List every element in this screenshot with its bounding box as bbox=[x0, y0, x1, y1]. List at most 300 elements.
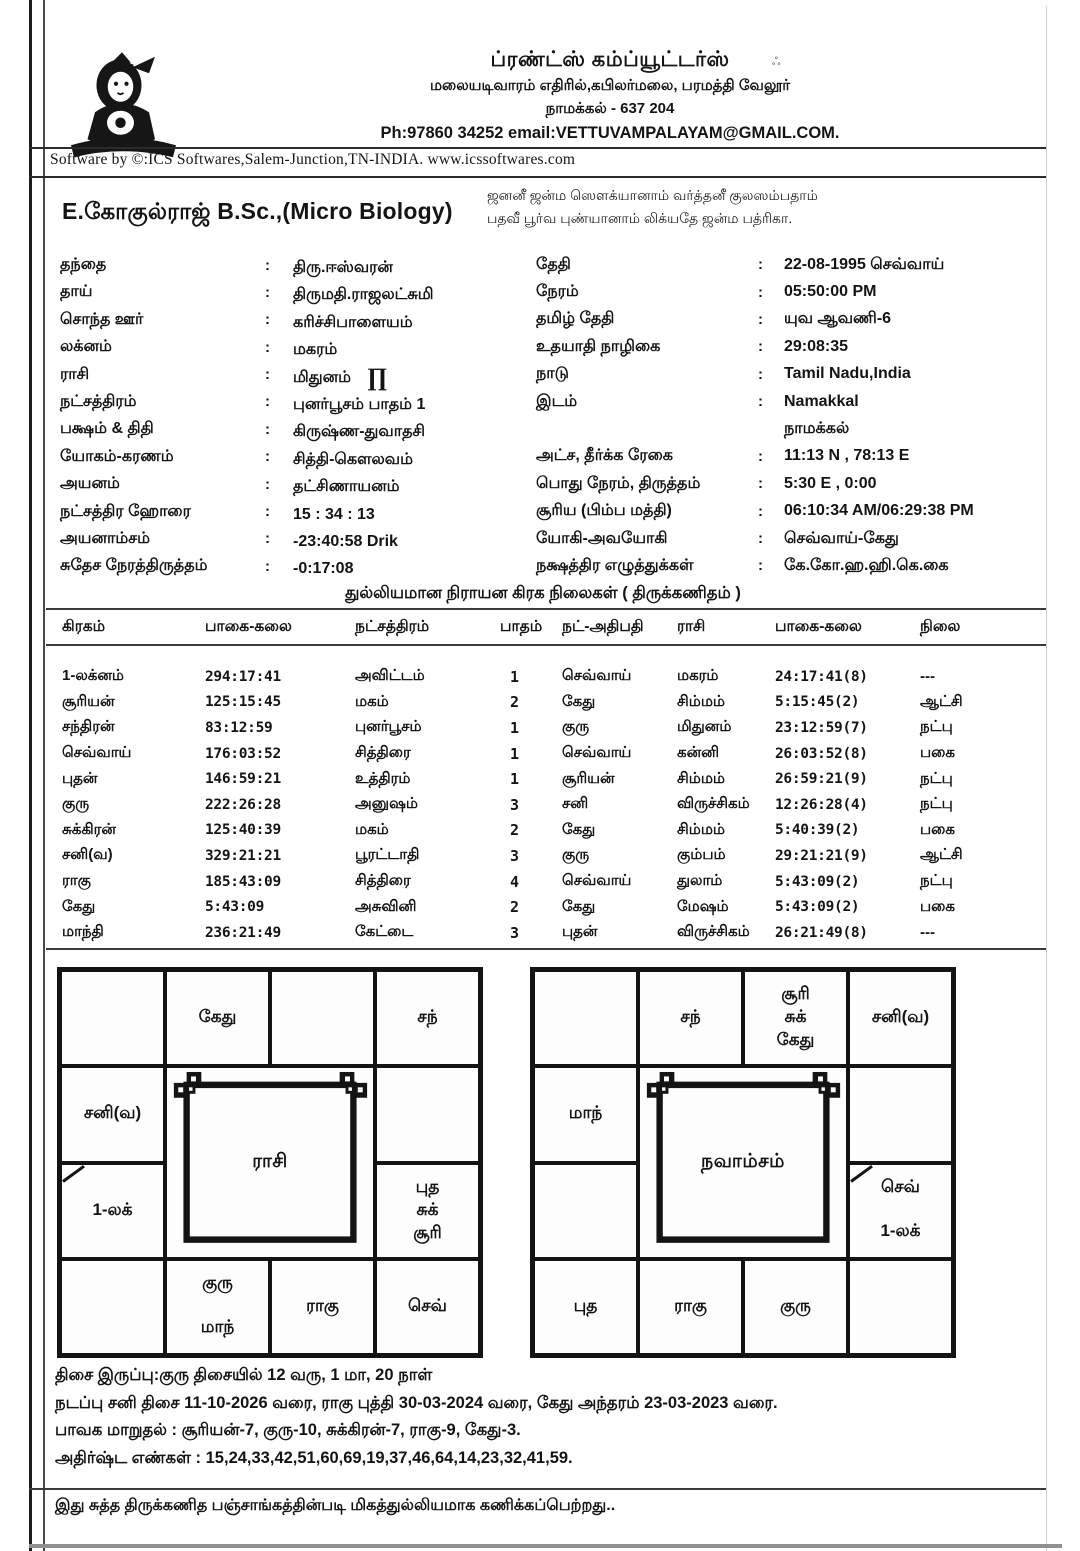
detail-label: நட்சத்திர ஹோரை bbox=[60, 502, 191, 520]
cell-planet: குரு bbox=[62, 795, 90, 813]
cell-rasi-degrees: 26:59:21(9) bbox=[775, 771, 868, 788]
cell-rasi: விருச்சிகம் bbox=[677, 795, 750, 813]
detail-label: நட்சத்திரம் bbox=[60, 392, 137, 410]
planet-table-title: துல்லியமான நிராயன கிரக நிலைகள் ( திருக்கணிதம் ) bbox=[345, 584, 741, 602]
detail-value bbox=[293, 251, 528, 279]
cell-planet: சூரியன் bbox=[62, 692, 115, 710]
detail-value-text: 05:50:00 PM bbox=[784, 283, 877, 301]
cell-rasi: விருச்சிகம் bbox=[677, 923, 750, 941]
planet-table-column-header: ராசி bbox=[677, 617, 706, 635]
planet-table-column-header: நட்-அதிபதி bbox=[562, 617, 644, 635]
detail-value-text: திரு.ஈஸ்வரன் bbox=[293, 259, 393, 276]
navamsam-cell-mesham bbox=[638, 970, 743, 1066]
detail-value bbox=[784, 502, 1038, 520]
cell-rasi-degrees: 5:15:45(2) bbox=[775, 694, 860, 711]
detail-row bbox=[536, 388, 1038, 415]
detail-row bbox=[536, 525, 1038, 552]
planet-table-row bbox=[46, 690, 1040, 716]
birth-details-section bbox=[60, 251, 1038, 580]
detail-value bbox=[293, 443, 528, 471]
detail-colon: : bbox=[265, 311, 270, 329]
detail-row bbox=[60, 361, 528, 391]
detail-value-text: திருமதி.ராஜலட்சுமி bbox=[293, 286, 434, 304]
detail-colon: : bbox=[758, 557, 763, 575]
detail-colon: : bbox=[265, 530, 270, 548]
cell-rasi: துலாம் bbox=[677, 872, 723, 890]
planet-table-column-header: பாகை-கலை bbox=[205, 617, 292, 635]
planet-label: கேது bbox=[776, 1030, 815, 1050]
cell-padam: 1 bbox=[510, 667, 520, 686]
cell-rasi-degrees: 5:43:09(2) bbox=[775, 899, 860, 916]
cell-nakshatra: அனுஷம் bbox=[355, 795, 418, 813]
cell-rasi: சிம்மம் bbox=[677, 820, 725, 838]
navamsam-cell-meenam bbox=[533, 970, 638, 1066]
cell-star-lord: குரு bbox=[562, 718, 590, 736]
cell-star-lord: சூரியன் bbox=[562, 769, 615, 787]
detail-label: லக்னம் bbox=[60, 338, 112, 356]
cell-status: --- bbox=[920, 668, 935, 686]
detail-label: தந்தை bbox=[60, 256, 107, 273]
cell-padam: 1 bbox=[510, 744, 520, 763]
cell-padam: 2 bbox=[510, 693, 520, 712]
detail-colon: : bbox=[758, 393, 763, 411]
rasi-cell-mesham bbox=[165, 970, 270, 1066]
detail-colon: : bbox=[758, 256, 763, 274]
cell-nakshatra: மகம் bbox=[355, 820, 389, 838]
detail-colon: : bbox=[758, 338, 763, 356]
rasi-cell-kanni bbox=[375, 1259, 480, 1355]
navamsam-cell-magaram bbox=[533, 1163, 638, 1259]
cell-degrees: 176:03:52 bbox=[205, 745, 281, 762]
cell-degrees: 83:12:59 bbox=[205, 719, 273, 736]
divider-under-table-title bbox=[46, 608, 1046, 610]
planet-table-row bbox=[46, 715, 1040, 741]
detail-colon: : bbox=[265, 557, 270, 575]
detail-value bbox=[784, 255, 1038, 275]
page-left-inner-border bbox=[43, 0, 45, 1551]
detail-value bbox=[293, 470, 528, 498]
detail-value-text: யுவ ஆவணி-6 bbox=[784, 310, 892, 328]
cell-nakshatra: உத்திரம் bbox=[355, 769, 411, 787]
navamsam-cell-rishabam bbox=[743, 970, 848, 1066]
detail-value bbox=[784, 447, 1038, 465]
cell-star-lord: புதன் bbox=[562, 923, 598, 941]
cell-rasi-degrees: 29:21:21(9) bbox=[775, 847, 868, 864]
rasi-chart-center bbox=[165, 1066, 375, 1259]
cell-padam: 2 bbox=[510, 898, 520, 917]
detail-colon: : bbox=[265, 283, 270, 301]
detail-row bbox=[60, 470, 528, 497]
navamsam-chart bbox=[530, 967, 956, 1358]
detail-label: யோகம்-கரணம் bbox=[60, 447, 174, 465]
person-name: E.கோகுல்ராஜ் B.Sc.,(Micro Biology) bbox=[62, 198, 453, 224]
detail-value-text: -0:17:08 bbox=[293, 560, 354, 578]
detail-value-text: கரிச்சிபாளையம் bbox=[293, 313, 413, 331]
cell-degrees: 5:43:09 bbox=[205, 899, 265, 916]
detail-value bbox=[784, 529, 1038, 549]
navamsam-cell-thulam bbox=[743, 1259, 848, 1355]
detail-colon: : bbox=[265, 420, 270, 438]
cell-rasi: மேஷம் bbox=[677, 897, 729, 915]
detail-colon: : bbox=[758, 530, 763, 548]
detail-colon: : bbox=[758, 502, 763, 520]
planet-label: புத bbox=[573, 1295, 598, 1315]
cell-rasi-degrees: 26:03:52(8) bbox=[775, 745, 868, 762]
planet-label: சனி(வ) bbox=[83, 1103, 142, 1123]
cell-nakshatra: மகம் bbox=[355, 692, 389, 710]
detail-label: நாடு bbox=[536, 365, 569, 383]
cell-star-lord: செவ்வாய் bbox=[562, 744, 632, 762]
detail-value-text: 06:10:34 AM/06:29:38 PM bbox=[784, 502, 974, 520]
cell-degrees: 125:40:39 bbox=[205, 822, 281, 839]
cell-rasi: மிதுனம் bbox=[677, 718, 732, 736]
planet-table-header bbox=[46, 613, 1040, 641]
detail-row bbox=[536, 333, 1038, 360]
cell-rasi-degrees: 23:12:59(7) bbox=[775, 719, 868, 736]
cell-padam: 1 bbox=[510, 770, 520, 789]
detail-value-text: செவ்வாய்-கேது bbox=[784, 529, 899, 547]
navamsam-chart-center bbox=[638, 1066, 848, 1259]
shloka-line-1: ஜனனீ ஜன்ம ஸௌக்யானாம் வர்த்தனீ குலஸம்பதாம் bbox=[487, 187, 818, 203]
cell-planet: சந்திரன் bbox=[62, 718, 115, 736]
planet-label: சந் bbox=[680, 1007, 701, 1027]
planet-label: ராகு bbox=[306, 1295, 339, 1315]
detail-value-text: 29:08:35 bbox=[784, 337, 849, 355]
detail-row bbox=[536, 498, 1038, 525]
cell-status: --- bbox=[920, 924, 935, 942]
cell-nakshatra: சித்திரை bbox=[355, 744, 411, 762]
detail-value bbox=[784, 283, 1038, 301]
cell-degrees: 146:59:21 bbox=[205, 771, 281, 788]
planet-table-row bbox=[46, 792, 1040, 818]
planet-table-row bbox=[46, 818, 1040, 844]
planet-table-row bbox=[46, 843, 1040, 869]
detail-colon: : bbox=[758, 283, 763, 301]
detail-row bbox=[536, 415, 1038, 442]
detail-colon: : bbox=[758, 447, 763, 465]
cell-padam: 4 bbox=[510, 872, 520, 891]
planet-label: ராகு bbox=[674, 1295, 707, 1315]
detail-value-text: மகரம் bbox=[293, 341, 338, 359]
rasi-chart-title: ராசி bbox=[252, 1150, 288, 1172]
cell-planet: புதன் bbox=[62, 769, 98, 787]
planet-table-column-header: நிலை bbox=[920, 617, 961, 635]
planet-table-row bbox=[46, 766, 1040, 792]
lucky-numbers-line: அதிர்ஷ்ட எண்கள் : 15,24,33,42,51,60,69,19,37,46,64,14,23,32,41,59. bbox=[55, 1448, 573, 1467]
bhava-change-line: பாவக மாறுதல் : சூரியன்-7, குரு-10, சுக்கிரன்-7, ராகு-9, கேது-3. bbox=[55, 1421, 521, 1439]
detail-label: இடம் bbox=[536, 392, 578, 410]
detail-row bbox=[536, 361, 1038, 388]
divider-under-table bbox=[46, 948, 1046, 950]
detail-value bbox=[784, 475, 1038, 493]
detail-colon: : bbox=[758, 310, 763, 328]
detail-colon: : bbox=[758, 475, 763, 493]
business-address-line1: மலையடிவாரம் எதிரில்,கபிலர்மலை, பரமத்தி வேலூர் bbox=[429, 77, 791, 94]
cell-degrees: 294:17:41 bbox=[205, 668, 281, 685]
cell-rasi-degrees: 12:26:28(4) bbox=[775, 796, 868, 813]
detail-value bbox=[293, 361, 528, 389]
detail-label: அட்ச, தீர்க்க ரேகை bbox=[536, 447, 673, 465]
cell-rasi: சிம்மம் bbox=[677, 692, 725, 710]
cell-star-lord: குரு bbox=[562, 846, 590, 864]
detail-colon: : bbox=[265, 475, 270, 493]
detail-row bbox=[60, 525, 528, 552]
business-contact: Ph:97860 34252 email:VETTUVAMPALAYAM@GMAIL.COM. bbox=[380, 124, 840, 142]
cell-padam: 3 bbox=[510, 923, 520, 942]
rasi-cell-dhanusu bbox=[60, 1259, 165, 1355]
detail-colon: : bbox=[265, 338, 270, 356]
detail-label: தேதி bbox=[536, 255, 571, 273]
cell-nakshatra: பூரட்டாதி bbox=[355, 846, 420, 864]
detail-label: நேரம் bbox=[536, 283, 579, 301]
cell-status: பகை bbox=[920, 820, 955, 838]
detail-row bbox=[60, 278, 528, 305]
rasi-cell-thulam bbox=[270, 1259, 375, 1355]
planet-table-row bbox=[46, 664, 1040, 690]
detail-row bbox=[60, 306, 528, 333]
detail-value-text: சித்தி-கௌலவம் bbox=[293, 450, 413, 468]
planet-table-column-header: பாகை-கலை bbox=[775, 617, 862, 635]
detail-value-text: புனர்பூசம் பாதம் 1 bbox=[293, 395, 426, 413]
divider-above-footer bbox=[29, 1488, 1046, 1490]
sanskrit-shloka bbox=[487, 184, 818, 230]
dasa-balance-line: திசை இருப்பு:குரு திசையில் 12 வரு, 1 மா, 20 நாள் bbox=[55, 1366, 433, 1384]
cell-status: பகை bbox=[920, 897, 955, 915]
cell-rasi-degrees: 5:43:09(2) bbox=[775, 873, 860, 890]
detail-colon: : bbox=[265, 503, 270, 521]
current-dasa-line: நடப்பு சனி திசை 11-10-2026 வரை, ராகு புத்தி 30-03-2024 வரை, கேது அந்தரம் 23-03-2023 வரை. bbox=[55, 1393, 778, 1412]
detail-value-text: 15 : 34 : 13 bbox=[293, 505, 375, 523]
cell-planet: ராகு bbox=[62, 872, 91, 890]
detail-row bbox=[60, 251, 528, 278]
planet-label: சூரி bbox=[413, 1222, 442, 1242]
detail-value-text: Namakkal bbox=[784, 392, 859, 410]
divider-under-table-header bbox=[46, 644, 1046, 646]
detail-row bbox=[536, 470, 1038, 497]
planet-label: சுக் bbox=[784, 1007, 807, 1027]
cell-nakshatra: சித்திரை bbox=[355, 872, 411, 890]
detail-row bbox=[60, 333, 528, 360]
cell-rasi: கன்னி bbox=[677, 744, 720, 762]
page-bottom-border bbox=[29, 1544, 1062, 1548]
detail-value-text: கே.கோ.ஹ.ஹி.கெ.கை bbox=[784, 556, 949, 574]
detail-value bbox=[293, 278, 528, 306]
detail-value-text: 22-08-1995 செவ்வாய் bbox=[784, 255, 945, 273]
detail-label: ராசி bbox=[60, 365, 90, 383]
rasi-cell-rishabam bbox=[270, 970, 375, 1066]
detail-value bbox=[784, 393, 1038, 411]
cell-rasi-degrees: 5:40:39(2) bbox=[775, 822, 860, 839]
cell-degrees: 236:21:49 bbox=[205, 924, 281, 941]
detail-label: நக்ஷத்திர எழுத்துக்கள் bbox=[536, 556, 694, 574]
scan-artifact-mark: ஃ bbox=[772, 56, 781, 68]
cell-planet: 1-லக்னம் bbox=[62, 667, 124, 685]
detail-value-text: 11:13 N , 78:13 E bbox=[784, 447, 910, 465]
detail-label: சொந்த ஊர் bbox=[60, 310, 144, 328]
navamsam-cell-kanni bbox=[848, 1259, 953, 1355]
detail-row bbox=[536, 443, 1038, 470]
detail-colon: : bbox=[265, 366, 270, 384]
rasi-cell-kadagam bbox=[375, 1066, 480, 1162]
software-credit-line: Software by ©:ICS Softwares,Salem-Junction,TN-INDIA. www.icssoftwares.com bbox=[50, 151, 576, 168]
detail-value bbox=[293, 333, 528, 361]
planet-table-column-header: நட்சத்திரம் bbox=[355, 617, 430, 635]
cell-rasi-degrees: 26:21:49(8) bbox=[775, 924, 868, 941]
planet-label: குரு bbox=[780, 1295, 811, 1315]
detail-value bbox=[293, 388, 528, 416]
detail-row bbox=[60, 388, 528, 415]
planet-label: சுக் bbox=[416, 1199, 439, 1219]
page-left-border bbox=[29, 0, 32, 1551]
planet-table-column-header: கிரகம் bbox=[62, 617, 106, 635]
planet-label: மாந் bbox=[200, 1317, 235, 1336]
detail-value bbox=[784, 338, 1038, 356]
detail-value bbox=[293, 525, 528, 553]
cell-padam: 1 bbox=[510, 718, 520, 737]
navamsam-chart-title: நவாம்சம் bbox=[701, 1150, 785, 1172]
detail-value-text: Tamil Nadu,India bbox=[784, 365, 911, 383]
detail-row bbox=[60, 552, 528, 579]
detail-row bbox=[536, 552, 1038, 579]
detail-label: அயனாம்சம் bbox=[60, 529, 150, 547]
planet-table-body bbox=[46, 664, 1040, 946]
cell-degrees: 125:15:45 bbox=[205, 694, 281, 711]
rasi-chart bbox=[57, 967, 483, 1358]
detail-value bbox=[293, 306, 528, 334]
business-address-line2: நாமக்கல் - 637 204 bbox=[545, 100, 675, 117]
navamsam-cell-kadagam bbox=[848, 1066, 953, 1162]
cell-degrees: 185:43:09 bbox=[205, 873, 281, 890]
planet-table-row bbox=[46, 894, 1040, 920]
cell-padam: 3 bbox=[510, 846, 520, 865]
detail-label: பொது நேரம், திருத்தம் bbox=[536, 474, 701, 492]
planet-table-column-header: பாதம் bbox=[500, 617, 543, 635]
rasi-cell-meenam bbox=[60, 970, 165, 1066]
detail-value bbox=[293, 415, 528, 443]
cell-planet: கேது bbox=[62, 897, 96, 915]
detail-value bbox=[784, 365, 1038, 383]
cell-star-lord: கேது bbox=[562, 692, 596, 710]
detail-label: அயனம் bbox=[60, 475, 120, 493]
planet-label: குரு bbox=[202, 1272, 233, 1292]
detail-colon: : bbox=[265, 393, 270, 411]
detail-value-text: கிருஷ்ண-துவாதசி bbox=[293, 423, 426, 441]
cell-planet: சனி(வ) bbox=[62, 846, 113, 864]
cell-status: பகை bbox=[920, 744, 955, 762]
detail-value bbox=[293, 552, 528, 580]
detail-value-text: -23:40:58 Drik bbox=[293, 532, 398, 550]
planet-label: சனி(வ) bbox=[871, 1007, 930, 1027]
cell-status: ஆட்சி bbox=[920, 692, 963, 710]
lagna-label: 1-லக் bbox=[880, 1220, 921, 1240]
accuracy-footer-note: இது சுத்த திருக்கணித பஞ்சாங்கத்தின்படி மிகத்துல்லியமாக கணிக்கப்பெற்றது.. bbox=[55, 1497, 616, 1514]
cell-rasi-degrees: 24:17:41(8) bbox=[775, 668, 868, 685]
detail-colon: : bbox=[265, 448, 270, 466]
cell-planet: செவ்வாய் bbox=[62, 744, 132, 762]
rasi-cell-viruchigam bbox=[165, 1259, 270, 1355]
divider-under-header bbox=[29, 147, 1046, 149]
cell-star-lord: சனி bbox=[562, 795, 589, 813]
cell-nakshatra: அவிட்டம் bbox=[355, 667, 425, 685]
planet-label: மாந் bbox=[568, 1103, 603, 1123]
cell-nakshatra: கேட்டை bbox=[355, 923, 414, 941]
detail-value-text: 5:30 E , 0:00 bbox=[784, 474, 877, 492]
planet-table-row bbox=[46, 741, 1040, 767]
detail-label: தமிழ் தேதி bbox=[536, 310, 615, 328]
cell-rasi: மகரம் bbox=[677, 667, 719, 685]
cell-nakshatra: புனர்பூசம் bbox=[355, 718, 422, 736]
cell-star-lord: கேது bbox=[562, 820, 596, 838]
detail-value-text: தட்சிணாயனம் bbox=[293, 478, 400, 496]
cell-padam: 2 bbox=[510, 821, 520, 840]
dasa-summary-section bbox=[55, 1362, 1040, 1472]
detail-value-text: நாமக்கல் bbox=[784, 420, 850, 438]
detail-row bbox=[60, 415, 528, 442]
detail-label: தாய் bbox=[60, 283, 93, 301]
rasi-cell-magaram-lagna bbox=[60, 1163, 165, 1259]
detail-row bbox=[536, 251, 1038, 278]
detail-value bbox=[784, 556, 1038, 576]
cell-status: நட்பு bbox=[920, 872, 953, 890]
navamsam-cell-mithunam bbox=[848, 970, 953, 1066]
planet-label: கேது bbox=[198, 1007, 237, 1027]
detail-label: யோகி-அவயோகி bbox=[536, 529, 668, 547]
rasi-cell-mithunam bbox=[375, 970, 480, 1066]
detail-value bbox=[784, 419, 1038, 439]
rasi-cell-kumbam bbox=[60, 1066, 165, 1162]
cell-degrees: 329:21:21 bbox=[205, 847, 281, 864]
navamsam-cell-viruchigam bbox=[638, 1259, 743, 1355]
page-right-border bbox=[1046, 6, 1047, 1551]
cell-star-lord: செவ்வாய் bbox=[562, 667, 632, 685]
cell-planet: சுக்கிரன் bbox=[62, 820, 116, 838]
planet-label: சூரி bbox=[781, 984, 810, 1004]
business-title: ப்ரண்ட்ஸ் கம்ப்யூட்டர்ஸ் bbox=[490, 48, 730, 71]
cell-status: ஆட்சி bbox=[920, 846, 963, 864]
cell-rasi: சிம்மம் bbox=[677, 769, 725, 787]
cell-status: நட்பு bbox=[920, 769, 953, 787]
cell-star-lord: கேது bbox=[562, 897, 596, 915]
cell-nakshatra: அசுவினி bbox=[355, 897, 417, 915]
birth-details-left-column bbox=[60, 251, 528, 580]
cell-status: நட்பு bbox=[920, 718, 953, 736]
navamsam-cell-simmam-lagna bbox=[848, 1163, 953, 1259]
detail-label: உதயாதி நாழிகை bbox=[536, 337, 661, 355]
planet-table-row bbox=[46, 920, 1040, 946]
divider-under-software bbox=[29, 176, 1046, 178]
detail-value-text: மிதுனம் bbox=[293, 368, 352, 386]
detail-value bbox=[784, 309, 1038, 329]
birth-details-right-column bbox=[536, 251, 1038, 580]
detail-label: சுதேச நேரத்திருத்தம் bbox=[60, 557, 208, 575]
detail-row bbox=[536, 306, 1038, 333]
cell-padam: 3 bbox=[510, 795, 520, 814]
detail-label: பக்ஷம் & திதி bbox=[60, 420, 154, 438]
rasi-cell-simmam bbox=[375, 1163, 480, 1259]
cell-degrees: 222:26:28 bbox=[205, 796, 281, 813]
planet-table-row bbox=[46, 869, 1040, 895]
detail-row bbox=[536, 278, 1038, 305]
navamsam-cell-kumbam bbox=[533, 1066, 638, 1162]
navamsam-cell-dhanusu bbox=[533, 1259, 638, 1355]
cell-status: நட்பு bbox=[920, 795, 953, 813]
planet-label: செவ் bbox=[408, 1295, 447, 1315]
detail-label: சூரிய (பிம்ப மத்தி) bbox=[536, 502, 672, 520]
cell-star-lord: செவ்வாய் bbox=[562, 872, 632, 890]
gemini-zodiac-glyph: ∏ bbox=[367, 363, 388, 391]
detail-colon: : bbox=[758, 365, 763, 383]
planet-label: சந் bbox=[417, 1007, 438, 1027]
